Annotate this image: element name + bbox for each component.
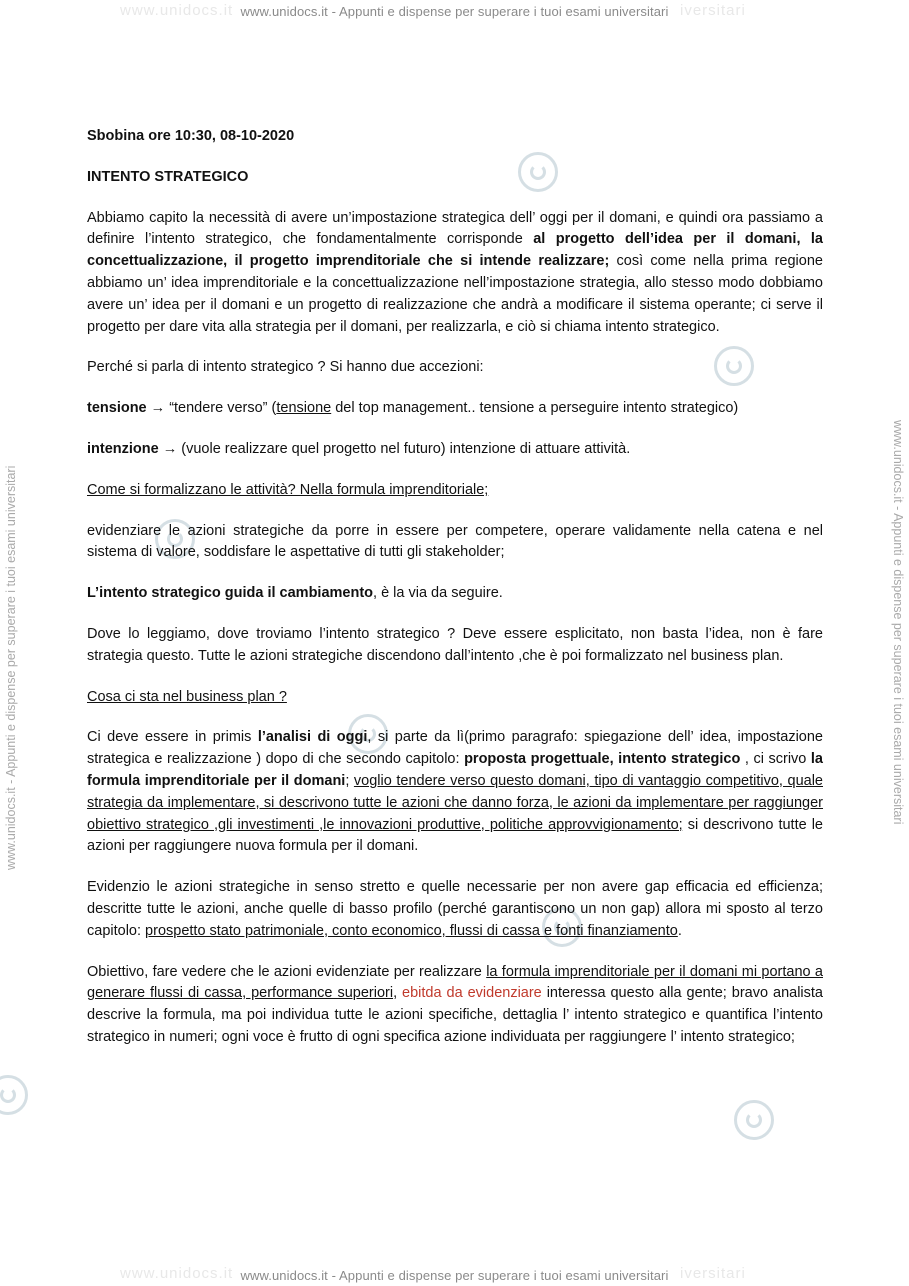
bold-text: l’analisi di oggi [257,729,368,746]
paragraph-business-plan-question: Cosa ci sta nel business plan ? [87,688,287,705]
text: si descrivono tutte le azioni per raggiungere nuova formula per il domani. [87,816,823,855]
ghost-url-bottom: www.unidocs.it [120,1265,234,1282]
arrow-icon: → [146,400,170,417]
ghost-url-top-right: iversitari [680,2,746,19]
transcript-date-line: Sbobina ore 10:30, 08-10-2020 [87,128,295,144]
text: . [677,922,682,939]
underlined-text: voglio tendere verso questo domani, tipo di vantaggio competitivo, quale strategia da implementare, si descrivono tutte le azioni che danno forza, le azioni da implementare per raggiunger obiettivo strategico ,gli investimenti ,le innovazioni produttive, politiche approvvigionamento; [87,772,823,833]
side-watermark-left: www.unidocs.it - Appunti e dispense per superare i tuoi esami universitari [4,465,18,870]
paragraph-intenzione [87,439,823,461]
text: interessa questo alla gente; bravo analista descrive la formula, ma poi individua tutte le azioni specifiche, dettaglia l’ intento strategico e quantifica l’intento strategico in numeri; ogni voce è frutto di ogni specifica azione individuata per raggiungere l’ intento strategico; [87,985,823,1045]
bold-text: proposta progettuale, intento strategico [464,751,741,768]
term-intenzione: intenzione [87,440,159,457]
underlined-text: la formula imprenditoriale per il domani mi portano a generare flussi di cassa, performance superiori [87,963,823,1002]
paragraph-intro [87,208,823,339]
bold-text: L’intento strategico guida il cambiamento [87,585,374,602]
footer-watermark: www.unidocs.it - Appunti e dispense per superare i tuoi esami universitari [240,1268,669,1283]
bold-text: al progetto dell’idea per il domani, la concettualizzazione, il progetto imprenditoriale che si intende realizzare; [87,231,823,270]
document-body [87,126,823,1068]
text: “tendere verso” ( [169,400,277,417]
header-watermark: www.unidocs.it - Appunti e dispense per superare i tuoi esami universitari [240,4,669,19]
paragraph-formalizzazione-question: Come si formalizzano le attività? Nella formula imprenditoriale; [87,481,489,498]
section-heading: INTENTO STRATEGICO [87,168,249,185]
text: ; [345,772,354,789]
text: Obiettivo, fare vedere che le azioni evidenziate per realizzare [87,963,487,980]
paragraph-dove-leggiamo: Dove lo leggiamo, dove troviamo l’intento strategico ? Deve essere esplicitato, non basta l’idea, non è fare strategia questo. Tutte le azioni strategiche discendono dall’intento ,che è poi formalizzato nel business plan. [87,625,823,664]
paragraph-obiettivo [87,962,823,1049]
text: , si parte da lì(primo paragrafo: spiegazione dell’ idea, impostazione strategica e realizzazione ) dopo di che secondo capitolo: [87,729,823,768]
paragraph-guida-cambiamento [87,583,823,605]
text: , è la via da seguire. [373,585,503,602]
paragraph-business-plan-content [87,727,823,858]
paragraph-tensione [87,398,823,420]
paragraph-evidenzio [87,877,823,942]
paragraph-azioni-strategiche: evidenziare le azioni strategiche da porre in essere per competere, operare validamente nella catena e nel sistema di valore, soddisfare le aspettative di tutti gli stakeholder; [87,522,823,561]
text: Abbiamo capito la necessità di avere un’impostazione strategica dell’ oggi per il domani, e quindi ora passiamo a definire l’intento strategico, che fondamentalmente corrisponde [87,209,823,248]
text: così come nella prima regione abbiamo un’ idea imprenditoriale e la concettualizzazione nell’impostazione strategia, allo stesso modo dobbiamo avere un’ idea per il domani e un progetto di realizzazione che andrà a modificare il sistema operante; ci serve il progetto per dare vita alla strategia per il domani, per realizzarla, e ciò si chiama intento strategico. [87,253,823,335]
unidocs-logo-icon [734,1100,774,1140]
term-tensione: tensione [87,400,147,417]
ghost-url-top: www.unidocs.it [120,2,234,19]
text: (vuole realizzare quel progetto nel futuro) intenzione di attuare attività. [181,440,631,457]
text: , ci scrivo [740,751,811,768]
underlined-text: tensione [276,400,332,417]
arrow-icon: → [158,440,182,457]
text: , [393,985,403,1002]
unidocs-logo-icon [0,1075,28,1115]
side-watermark-right: www.unidocs.it - Appunti e dispense per superare i tuoi esami universitari [891,420,905,825]
ghost-url-bottom-right: iversitari [680,1265,746,1282]
text: Ci deve essere in primis [87,729,258,746]
text: del top management.. tensione a perseguire intento strategico) [331,400,739,417]
red-highlight-text: ebitda da evidenziare [402,985,542,1002]
text: Evidenzio le azioni strategiche in senso stretto e quelle necessarie per non avere gap efficacia ed efficienza; descritte tutte le azioni, anche quelle di basso profilo (perché garantiscono un non gap) allora mi sposto al terzo capitolo: [87,879,823,939]
paragraph-accezioni: Perché si parla di intento strategico ? Si hanno due accezioni: [87,359,484,376]
bold-text: la formula imprenditoriale per il domani [87,751,823,789]
underlined-text: prospetto stato patrimoniale, conto economico, flussi di cassa e fonti finanziamento [145,922,678,939]
